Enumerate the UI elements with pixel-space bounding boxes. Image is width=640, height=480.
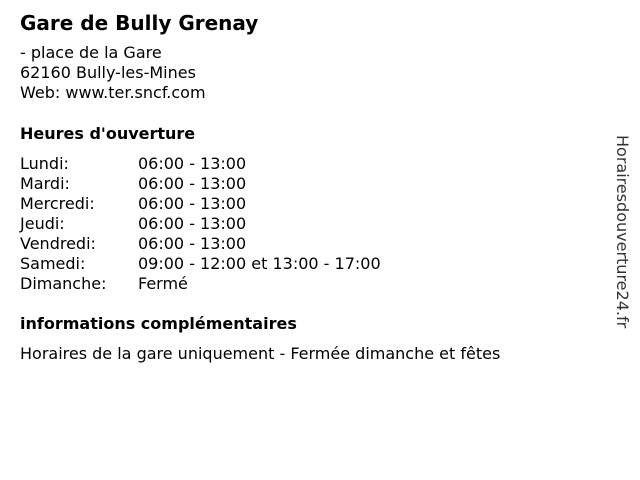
additional-info-heading: informations complémentaires: [20, 314, 297, 333]
page-title: Gare de Bully Grenay: [20, 11, 259, 35]
hours-row-friday: [20, 234, 440, 254]
time-value: 09:00 - 12:00 et 13:00 - 17:00: [138, 254, 381, 273]
day-label: Jeudi:: [20, 214, 65, 233]
website-link[interactable]: Web: www.ter.sncf.com: [20, 83, 206, 102]
time-value: Fermé: [138, 274, 188, 293]
day-label: Vendredi:: [20, 234, 96, 253]
day-label: Mardi:: [20, 174, 70, 193]
day-label: Lundi:: [20, 154, 69, 173]
hours-row-tuesday: [20, 174, 440, 194]
hours-row-wednesday: [20, 194, 440, 214]
additional-info-text: [20, 344, 500, 364]
address-line-city: 62160 Bully-les-Mines: [20, 63, 196, 82]
time-value: 06:00 - 13:00: [138, 194, 247, 213]
opening-hours-heading: Heures d'ouverture: [20, 124, 196, 143]
site-watermark: Horairesdouverture24.fr: [613, 135, 632, 329]
time-value: 06:00 - 13:00: [138, 154, 247, 173]
address-line-street: - place de la Gare: [20, 43, 162, 62]
hours-row-sunday: [20, 274, 440, 294]
additional-info-body: Horaires de la gare uniquement - Fermée dimanche et fêtes: [20, 344, 501, 363]
address-block: [20, 43, 206, 103]
opening-hours-table: [20, 154, 440, 294]
time-value: 06:00 - 13:00: [138, 174, 247, 193]
day-label: Mercredi:: [20, 194, 95, 213]
hours-row-monday: [20, 154, 440, 174]
day-label: Dimanche:: [20, 274, 107, 293]
day-label: Samedi:: [20, 254, 86, 273]
time-value: 06:00 - 13:00: [138, 234, 247, 253]
time-value: 06:00 - 13:00: [138, 214, 247, 233]
hours-row-saturday: [20, 254, 440, 274]
hours-row-thursday: [20, 214, 440, 234]
